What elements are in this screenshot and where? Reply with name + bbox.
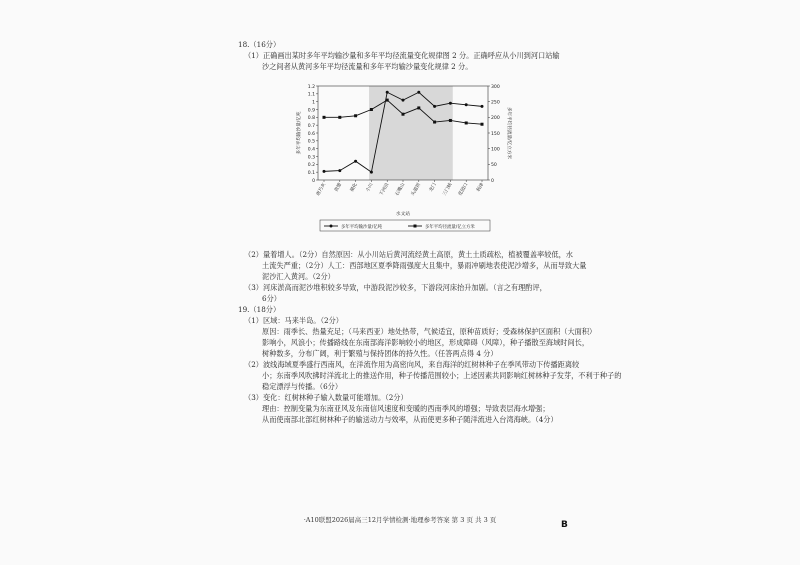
q19-part3-line3: 从而使南部北部红树林种子的输送动力与效率，从而使更多种子随洋流进入台湾海峡。（4分） <box>262 415 558 424</box>
q18-part3-line1: （3）河床淤高而泥沙堆积较多导致，中游段泥沙较多，下游段河床抬升加剧。（言之有理酌评， <box>244 283 547 292</box>
left-tick-label: 0.6 <box>307 131 315 137</box>
x-tick-label: 三门峡 <box>442 182 454 197</box>
q19-part1-line1: （1）区域：马来半岛。（2分） <box>244 316 343 325</box>
series-point-0 <box>338 169 341 172</box>
series-point-1 <box>465 121 468 124</box>
left-tick-label: 1 <box>312 100 315 106</box>
legend-marker-0 <box>330 225 333 228</box>
series-point-1 <box>481 123 484 126</box>
left-tick-label: 0.8 <box>307 116 315 122</box>
x-tick-label: 利津 <box>476 182 486 193</box>
q18-part1-line1: （1）正确画出某时多年平均输沙量和多年平均径流量变化规律图 2 分。正确呼应从小川到河口站输 <box>244 51 560 60</box>
series-point-0 <box>323 170 326 173</box>
q18-part2-line3: 泥沙汇入黄河。（2分） <box>262 272 335 281</box>
series-point-1 <box>386 99 389 102</box>
right-tick-label: 300 <box>491 84 500 90</box>
q19-heading: 19.（18分） <box>238 305 281 314</box>
y-axis-right-label: 多年平均径流量/亿立方米 <box>506 106 511 160</box>
series-point-0 <box>465 103 468 106</box>
q19-part2-line3: 稳定漂浮与传播。（6分） <box>262 382 343 391</box>
x-tick-label: 下河沿 <box>379 182 391 197</box>
q19-part1-line2: 原因：雨季长、热量充足；（马来西亚）地处热带，气候适宜，原种苗质好；受森林保护区面积（大面积） <box>262 327 597 336</box>
x-tick-label: 头道拐 <box>410 182 423 197</box>
corner-mark: B <box>561 520 568 530</box>
q18-part2-line2: 土流失严重；（2分）人工：西部地区夏季降雨强度大且集中，暴雨冲刷地表使泥沙增多，从而导致大量 <box>262 261 587 270</box>
series-point-0 <box>481 105 484 108</box>
series-point-0 <box>370 171 373 174</box>
page-footer: ·A10联盟2026届高三12月学情检测·地理参考答案 第 3 页 共 3 页 <box>303 516 497 524</box>
series-point-0 <box>449 102 452 105</box>
series-point-0 <box>386 91 389 94</box>
left-tick-label: 1.1 <box>307 92 315 98</box>
x-tick-label: 石嘴山 <box>395 182 407 197</box>
series-point-1 <box>449 119 452 122</box>
series-point-0 <box>433 105 436 108</box>
right-tick-label: 150 <box>491 131 500 137</box>
runoff-sediment-chart <box>290 80 515 238</box>
right-tick-label: 0 <box>491 178 494 184</box>
x-tick-label: 贵德 <box>334 182 344 193</box>
left-tick-label: 0.2 <box>307 163 315 169</box>
chart-svg <box>290 80 515 238</box>
right-tick-label: 200 <box>491 116 500 122</box>
x-tick-label: 花园口 <box>458 182 470 197</box>
q19-part1-line4: 树种数多，分布广阔，利于繁殖与保持团体的持久性。（任答两点得 4 分） <box>262 349 498 358</box>
q19-part3-line2: 理由：控制变量为东南亚风及东南信风速度和变暖的西南季风的增强；导致表层海水增强； <box>262 404 550 413</box>
left-tick-label: 0 <box>312 178 315 184</box>
q18-part2-line1: （2）量着增人。（2分）自然原因：从小川站后黄河流经黄土高原，黄土土质疏松，植被覆盖率较低，水 <box>244 250 573 259</box>
series-point-1 <box>338 116 341 119</box>
series-point-0 <box>354 160 357 163</box>
series-point-1 <box>323 116 326 119</box>
series-point-1 <box>402 113 405 116</box>
x-tick-label: 龙门 <box>428 182 438 193</box>
left-tick-label: 0.5 <box>307 139 315 145</box>
left-tick-label: 0.1 <box>307 170 315 176</box>
series-point-1 <box>370 108 373 111</box>
series-point-0 <box>402 99 405 102</box>
legend-marker-1 <box>414 225 417 228</box>
x-axis-label: 水文站 <box>395 212 411 217</box>
series-point-1 <box>433 121 436 124</box>
q18-heading: 18.（16分） <box>238 40 281 49</box>
y-axis-left-label: 多年平均输沙量/亿吨 <box>297 111 302 155</box>
left-tick-label: 0.9 <box>307 108 315 114</box>
right-tick-label: 250 <box>491 100 500 106</box>
legend-label-0: 多年平均输沙量/亿吨 <box>341 224 382 230</box>
q19-part1-line3: 影响小，风浪小；传播路线在东南部海洋影响较小的地区，形成障碍（风障），种子播散至海域时间长， <box>262 338 590 347</box>
left-tick-label: 0.4 <box>307 147 315 153</box>
q18-part1-line2: 沙之间者从黄河多年平均径流量和多年平均输沙量变化规律 2 分。 <box>262 62 473 71</box>
right-tick-label: 100 <box>491 147 500 153</box>
left-tick-label: 0.3 <box>307 155 315 161</box>
q18-part3-line2: 6分） <box>262 294 281 303</box>
left-tick-label: 0.7 <box>307 123 315 129</box>
q19-part2-line2: 小；东南季风吹拂时洋流北上的推送作用，种子传播范围较小；上述因素共同影响红树林种子发芽，不利于种子的 <box>262 371 622 380</box>
x-tick-label: 唐乃亥 <box>316 182 328 197</box>
series-point-1 <box>417 106 420 109</box>
x-tick-label: 循化 <box>349 182 359 193</box>
series-point-1 <box>354 114 357 117</box>
legend-label-1: 多年平均径流量/亿立方米 <box>425 224 475 230</box>
shaded-region <box>369 86 453 180</box>
q19-part2-line1: （2）波线海域夏季盛行西南风，在洋流作用为高密向风，来自海洋的红树林种子在季风带动下传播距离较 <box>244 360 580 369</box>
left-tick-label: 1.2 <box>307 84 315 90</box>
series-point-0 <box>417 91 420 94</box>
right-tick-label: 50 <box>491 163 497 169</box>
x-tick-label: 小川 <box>365 182 375 193</box>
q19-part3-line1: （3）变化：红树林种子输入数量可能增加。（2分） <box>244 393 408 402</box>
